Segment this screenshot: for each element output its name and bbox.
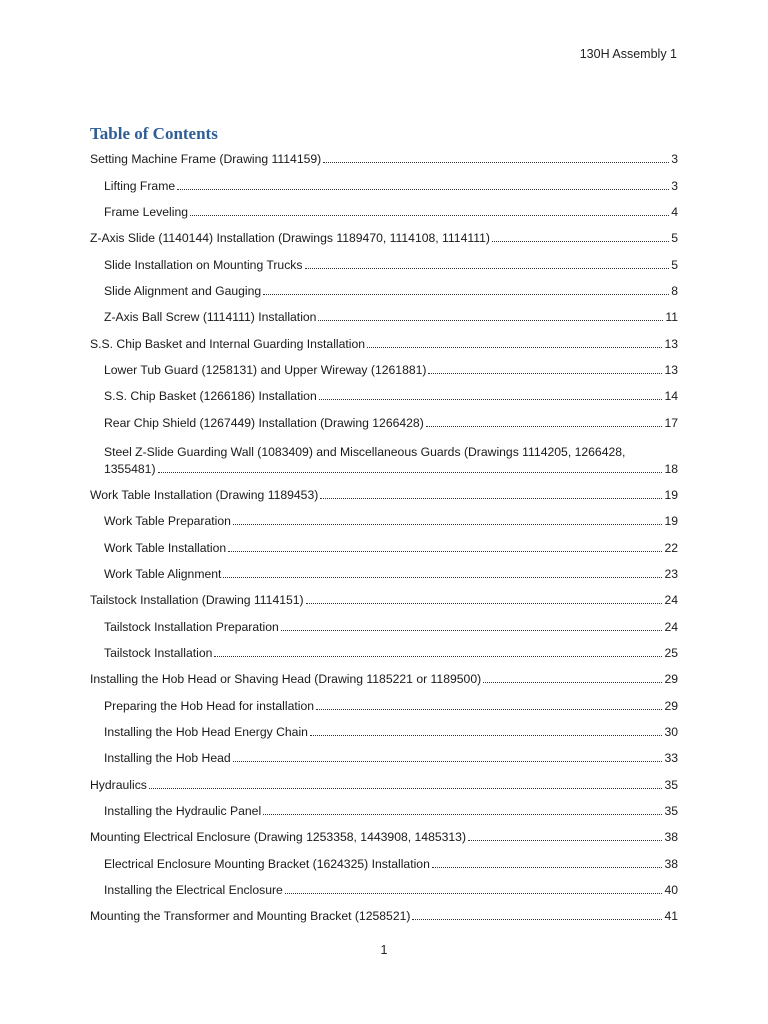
toc-entry[interactable]	[90, 330, 678, 356]
dot-leader	[228, 551, 662, 552]
dot-leader	[492, 241, 669, 242]
toc-entry[interactable]	[90, 409, 678, 435]
toc-entry-page: 33	[664, 751, 678, 766]
toc-entry-text: Work Table Installation	[104, 540, 227, 555]
toc-entry[interactable]	[90, 666, 678, 692]
toc-entry-text: Installing the Hob Head Energy Chain	[104, 725, 308, 740]
toc-entry-page: 22	[664, 540, 678, 555]
dot-leader	[426, 426, 663, 427]
toc-entry-text: Z-Axis Ball Screw (1114111) Installation	[104, 310, 317, 325]
toc-entry[interactable]	[90, 278, 678, 304]
dot-leader	[320, 498, 662, 499]
dot-leader	[233, 761, 663, 762]
toc-entry[interactable]	[90, 719, 678, 745]
running-header: 130H Assembly 1	[579, 47, 677, 61]
toc-entry-page: 38	[664, 856, 678, 871]
toc-entry[interactable]	[90, 436, 678, 482]
toc-entry-page: 13	[664, 362, 678, 377]
dot-leader	[263, 814, 662, 815]
dot-leader	[412, 919, 662, 920]
dot-leader	[223, 577, 662, 578]
dot-leader	[263, 294, 669, 295]
toc-entry-text: Mounting Electrical Enclosure (Drawing 1253358, 1443908, 1485313)	[90, 830, 467, 845]
toc-entry-text: Lower Tub Guard (1258131) and Upper Wireway (1261881)	[104, 362, 427, 377]
toc-entry[interactable]	[90, 745, 678, 771]
toc-entry-page: 24	[664, 619, 678, 634]
dot-leader	[306, 603, 663, 604]
toc-entry-text: Tailstock Installation (Drawing 1114151)	[90, 593, 304, 608]
dot-leader	[323, 162, 669, 163]
toc-entry-page: 19	[664, 514, 678, 529]
toc-entry[interactable]	[90, 772, 678, 798]
dot-leader	[310, 735, 663, 736]
dot-leader	[214, 656, 662, 657]
dot-leader	[285, 893, 663, 894]
toc-entry-page: 35	[664, 777, 678, 792]
toc-entry-page: 19	[664, 487, 678, 502]
toc-entry-text: Tailstock Installation	[104, 646, 213, 661]
dot-leader	[428, 373, 662, 374]
toc-entry[interactable]	[90, 172, 678, 198]
toc-title: Table of Contents	[90, 124, 218, 143]
toc-entry-page: 8	[671, 283, 678, 298]
toc-entry[interactable]	[90, 561, 678, 587]
toc-entry[interactable]	[90, 534, 678, 560]
dot-leader	[318, 320, 663, 321]
toc-entry[interactable]	[90, 640, 678, 666]
toc-entry[interactable]	[90, 251, 678, 277]
toc-entry-page: 13	[664, 336, 678, 351]
toc-entry-text: Installing the Hob Head	[104, 751, 231, 766]
toc-entry-page: 14	[664, 389, 678, 404]
toc-entry[interactable]	[90, 508, 678, 534]
toc-entry-page: 5	[671, 257, 678, 272]
toc-entry[interactable]	[90, 146, 678, 172]
toc-entry[interactable]	[90, 851, 678, 877]
toc-entry-page: 38	[664, 830, 678, 845]
toc-entry-text: S.S. Chip Basket (1266186) Installation	[104, 389, 317, 404]
dot-leader	[432, 867, 663, 868]
toc-entry-text: Work Table Installation (Drawing 1189453)	[90, 487, 319, 502]
toc-entry-page: 35	[664, 804, 678, 819]
toc-entry-page: 40	[664, 883, 678, 898]
toc-entry[interactable]	[90, 877, 678, 903]
toc-entry-text: Preparing the Hob Head for installation	[104, 698, 315, 713]
toc-entry-page: 5	[671, 231, 678, 246]
toc-entry[interactable]	[90, 693, 678, 719]
dot-leader	[233, 524, 663, 525]
toc-entry[interactable]	[90, 798, 678, 824]
toc-entry[interactable]	[90, 482, 678, 508]
toc-entry-text: Slide Installation on Mounting Trucks	[104, 257, 303, 272]
toc-entry-text: Installing the Hob Head or Shaving Head (Drawing 1185221 or 1189500)	[90, 672, 482, 687]
toc-entry-text: Installing the Electrical Enclosure	[104, 883, 283, 898]
toc-entry-page: 24	[664, 593, 678, 608]
toc-entry-text: Hydraulics	[90, 777, 147, 792]
toc-entry-text: Setting Machine Frame (Drawing 1114159)	[90, 152, 322, 167]
toc-entry[interactable]	[90, 357, 678, 383]
page-number: 1	[380, 943, 388, 957]
dot-leader	[149, 788, 663, 789]
toc-entry-text: Slide Alignment and Gauging	[104, 283, 262, 298]
dot-leader	[305, 268, 670, 269]
toc-entry-text: Mounting the Transformer and Mounting Bracket (1258521)	[90, 909, 411, 924]
toc-entry-text: Tailstock Installation Preparation	[104, 619, 279, 634]
toc-entry[interactable]	[90, 225, 678, 251]
toc-entry-page: 25	[664, 646, 678, 661]
toc-entry-text: S.S. Chip Basket and Internal Guarding Installation	[90, 336, 366, 351]
toc-entry-text: Rear Chip Shield (1267449) Installation (Drawing 1266428)	[104, 415, 424, 430]
toc-entry-page: 3	[671, 152, 678, 167]
toc-entry[interactable]	[90, 614, 678, 640]
dot-leader	[319, 399, 663, 400]
toc-entry-text-continued: 1355481)	[104, 461, 156, 476]
toc-entry-page: 11	[665, 310, 678, 325]
dot-leader	[281, 630, 663, 631]
toc-entry[interactable]	[90, 199, 678, 225]
toc-entry[interactable]	[90, 587, 678, 613]
toc-entry-page: 41	[664, 909, 678, 924]
toc-entry-text: Lifting Frame	[104, 178, 176, 193]
toc-entry-page: 29	[664, 698, 678, 713]
toc-entry-page: 18	[664, 461, 678, 476]
toc-entry[interactable]	[90, 383, 678, 409]
dot-leader	[367, 347, 662, 348]
toc-entry-text: Work Table Alignment	[104, 566, 222, 581]
toc-entry-text: Installing the Hydraulic Panel	[104, 804, 262, 819]
toc-entry[interactable]	[90, 304, 678, 330]
dot-leader	[468, 840, 662, 841]
toc-entry-text: Work Table Preparation	[104, 514, 231, 529]
dot-leader	[483, 682, 662, 683]
toc-entry-page: 23	[664, 566, 678, 581]
table-of-contents	[90, 146, 678, 930]
toc-entry-text: Steel Z-Slide Guarding Wall (1083409) and Miscellaneous Guards (Drawings 1114205, 1266428,	[104, 444, 626, 459]
toc-entry-page: 4	[671, 204, 678, 219]
toc-entry-page: 30	[664, 725, 678, 740]
dot-leader	[190, 215, 669, 216]
toc-entry-text: Electrical Enclosure Mounting Bracket (1624325) Installation	[104, 856, 430, 871]
dot-leader	[177, 189, 669, 190]
toc-entry-text: Z-Axis Slide (1140144) Installation (Drawings 1189470, 1114108, 1114111)	[90, 231, 490, 246]
toc-entry[interactable]	[90, 824, 678, 850]
dot-leader	[316, 709, 662, 710]
toc-entry-page: 17	[664, 415, 678, 430]
dot-leader	[158, 472, 663, 473]
toc-entry-text: Frame Leveling	[104, 204, 188, 219]
toc-entry-page: 29	[664, 672, 678, 687]
toc-entry[interactable]	[90, 903, 678, 929]
toc-entry-page: 3	[671, 178, 678, 193]
